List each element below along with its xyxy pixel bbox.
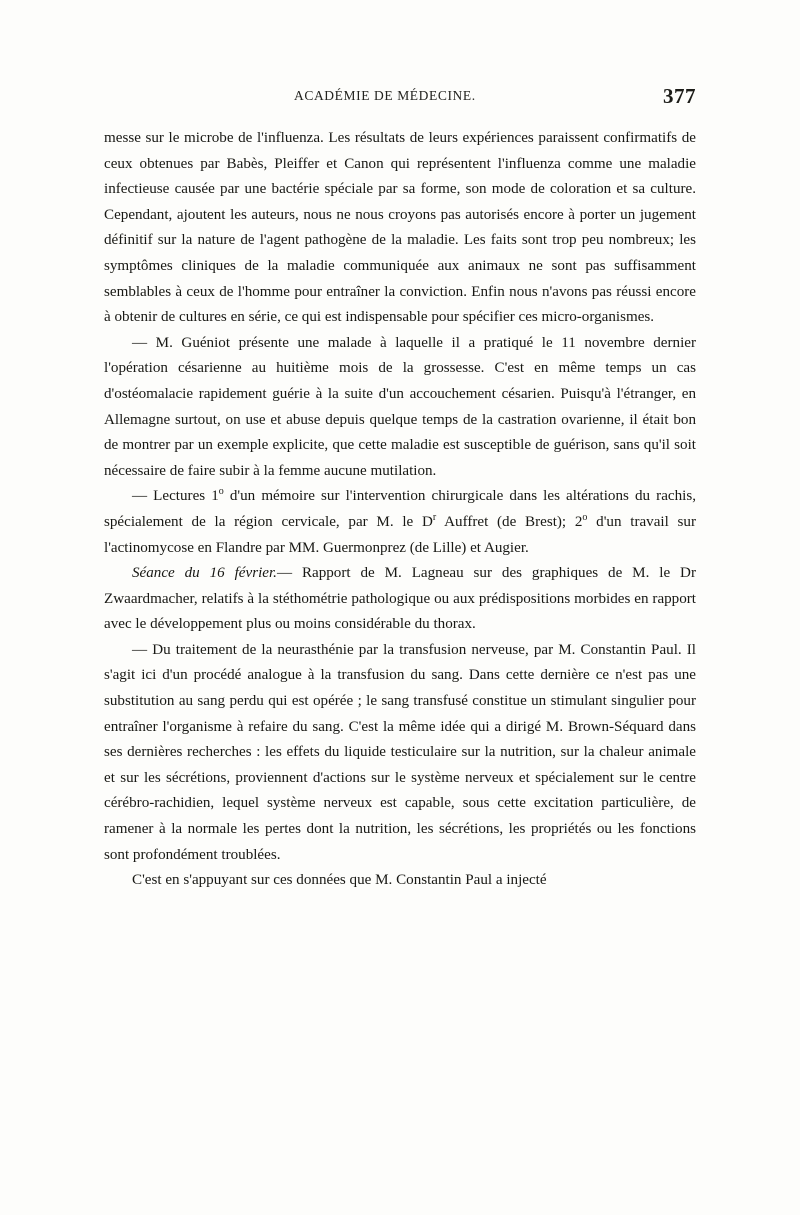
- paragraph-5: — Du traitement de la neurasthénie par la transfusion nerveuse, par M. Constantin Paul. Il s'agit ici d'un procédé analogue à la transfusion du sang. Dans cette dernière ce n'est pas une substitution au sang perdu qui est opérée ; le sang transfusé constitue un stimulant singulier pour entraîner l'organisme à refaire du sang. C'est la même idée qui a dirigé M. Brown-Séquard dans ses dernières recherches : les effets du liquide testiculaire sur la nutrition, sur la chaleur animale et sur les sécrétions, proviennent d'actions sur le système nerveux et spécialement sur le centre cérébro-rachidien, lequel système nerveux est capable, sous cette excitation particulière, de ramener à la normale les pertes dont la nutrition, les sécrétions, les propriétés ou les fonctions sont profondément troublées.: [104, 641, 696, 863]
- paragraph-3-seg-3: Auffret (de Brest); 2: [436, 513, 583, 530]
- paragraph-3-seg-1: — Lectures 1: [132, 488, 219, 505]
- running-title: ACADÉMIE DE MÉDECINE.: [294, 88, 476, 103]
- doctor-abbrev-superscript: r: [432, 511, 437, 523]
- paragraph-4-text: — Rapport de M. Lagneau sur des graphiques de M. le Dr Zwaardmacher, relatifs à la stéthométrie pathologique ou aux prédispositions morbides en rapport avec le développement plus ou moins considérable du thorax.: [104, 565, 696, 633]
- paragraph-3-seg-4: d'un travail sur l'actinomycose en Flandre par MM. Guermonprez (de Lille) et Augier.: [104, 513, 696, 556]
- paragraph-4: [104, 561, 696, 638]
- paragraph-3-seg-2: d'un mémoire sur l'intervention chirurgicale dans les altérations du rachis, spécialement de la région cervicale, par M. le D: [104, 488, 696, 530]
- paragraph-2: — M. Guéniot présente une malade à laquelle il a pratiqué le 11 novembre dernier l'opération césarienne au huitième mois de la grossesse. C'est en même temps un cas d'ostéomalacie rapidement guérie à la suite d'un accouchement césarien. Puisqu'à l'étranger, en Allemagne surtout, on use et abuse depuis quelque temps de la castration ovarienne, il était bon de montrer par un exemple explicite, que cette maladie est susceptible de guérison, sans qu'il soit nécessaire de faire subir à la femme aucune mutilation.: [104, 334, 696, 479]
- ordinal-marker-first: o: [218, 486, 224, 498]
- body-text: [104, 126, 696, 894]
- ordinal-marker-second: o: [582, 511, 588, 523]
- paragraph-6: C'est en s'appuyant sur ces données que M. Constantin Paul a injecté: [132, 872, 547, 889]
- session-heading: Séance du 16 février.: [132, 565, 277, 582]
- paragraph-3: [104, 484, 696, 561]
- running-head: [104, 84, 696, 114]
- page-content: [104, 84, 696, 894]
- paragraph-1: messe sur le microbe de l'influenza. Les résultats de leurs expériences paraissent confirmatifs de ceux obtenues par Babès, Pleiffer et Canon qui représentent l'influenza comme une maladie infectieuse causée par une bactérie spéciale par sa forme, son mode de coloration et sa culture. Cependant, ajoutent les auteurs, nous ne nous croyons pas autorisés encore à porter un jugement définitif sur la nature de l'agent pathogène de la maladie. Les faits sont trop peu nombreux; les symptômes cliniques de la maladie communiquée aux animaux ne sont pas suffisamment semblables à ceux de l'homme pour entraîner la conviction. Enfin nous n'avons pas réussi encore à obtenir de cultures en série, ce qui est indispensable pour spécifier ces micro-organismes.: [104, 130, 696, 326]
- page-number: 377: [663, 84, 696, 108]
